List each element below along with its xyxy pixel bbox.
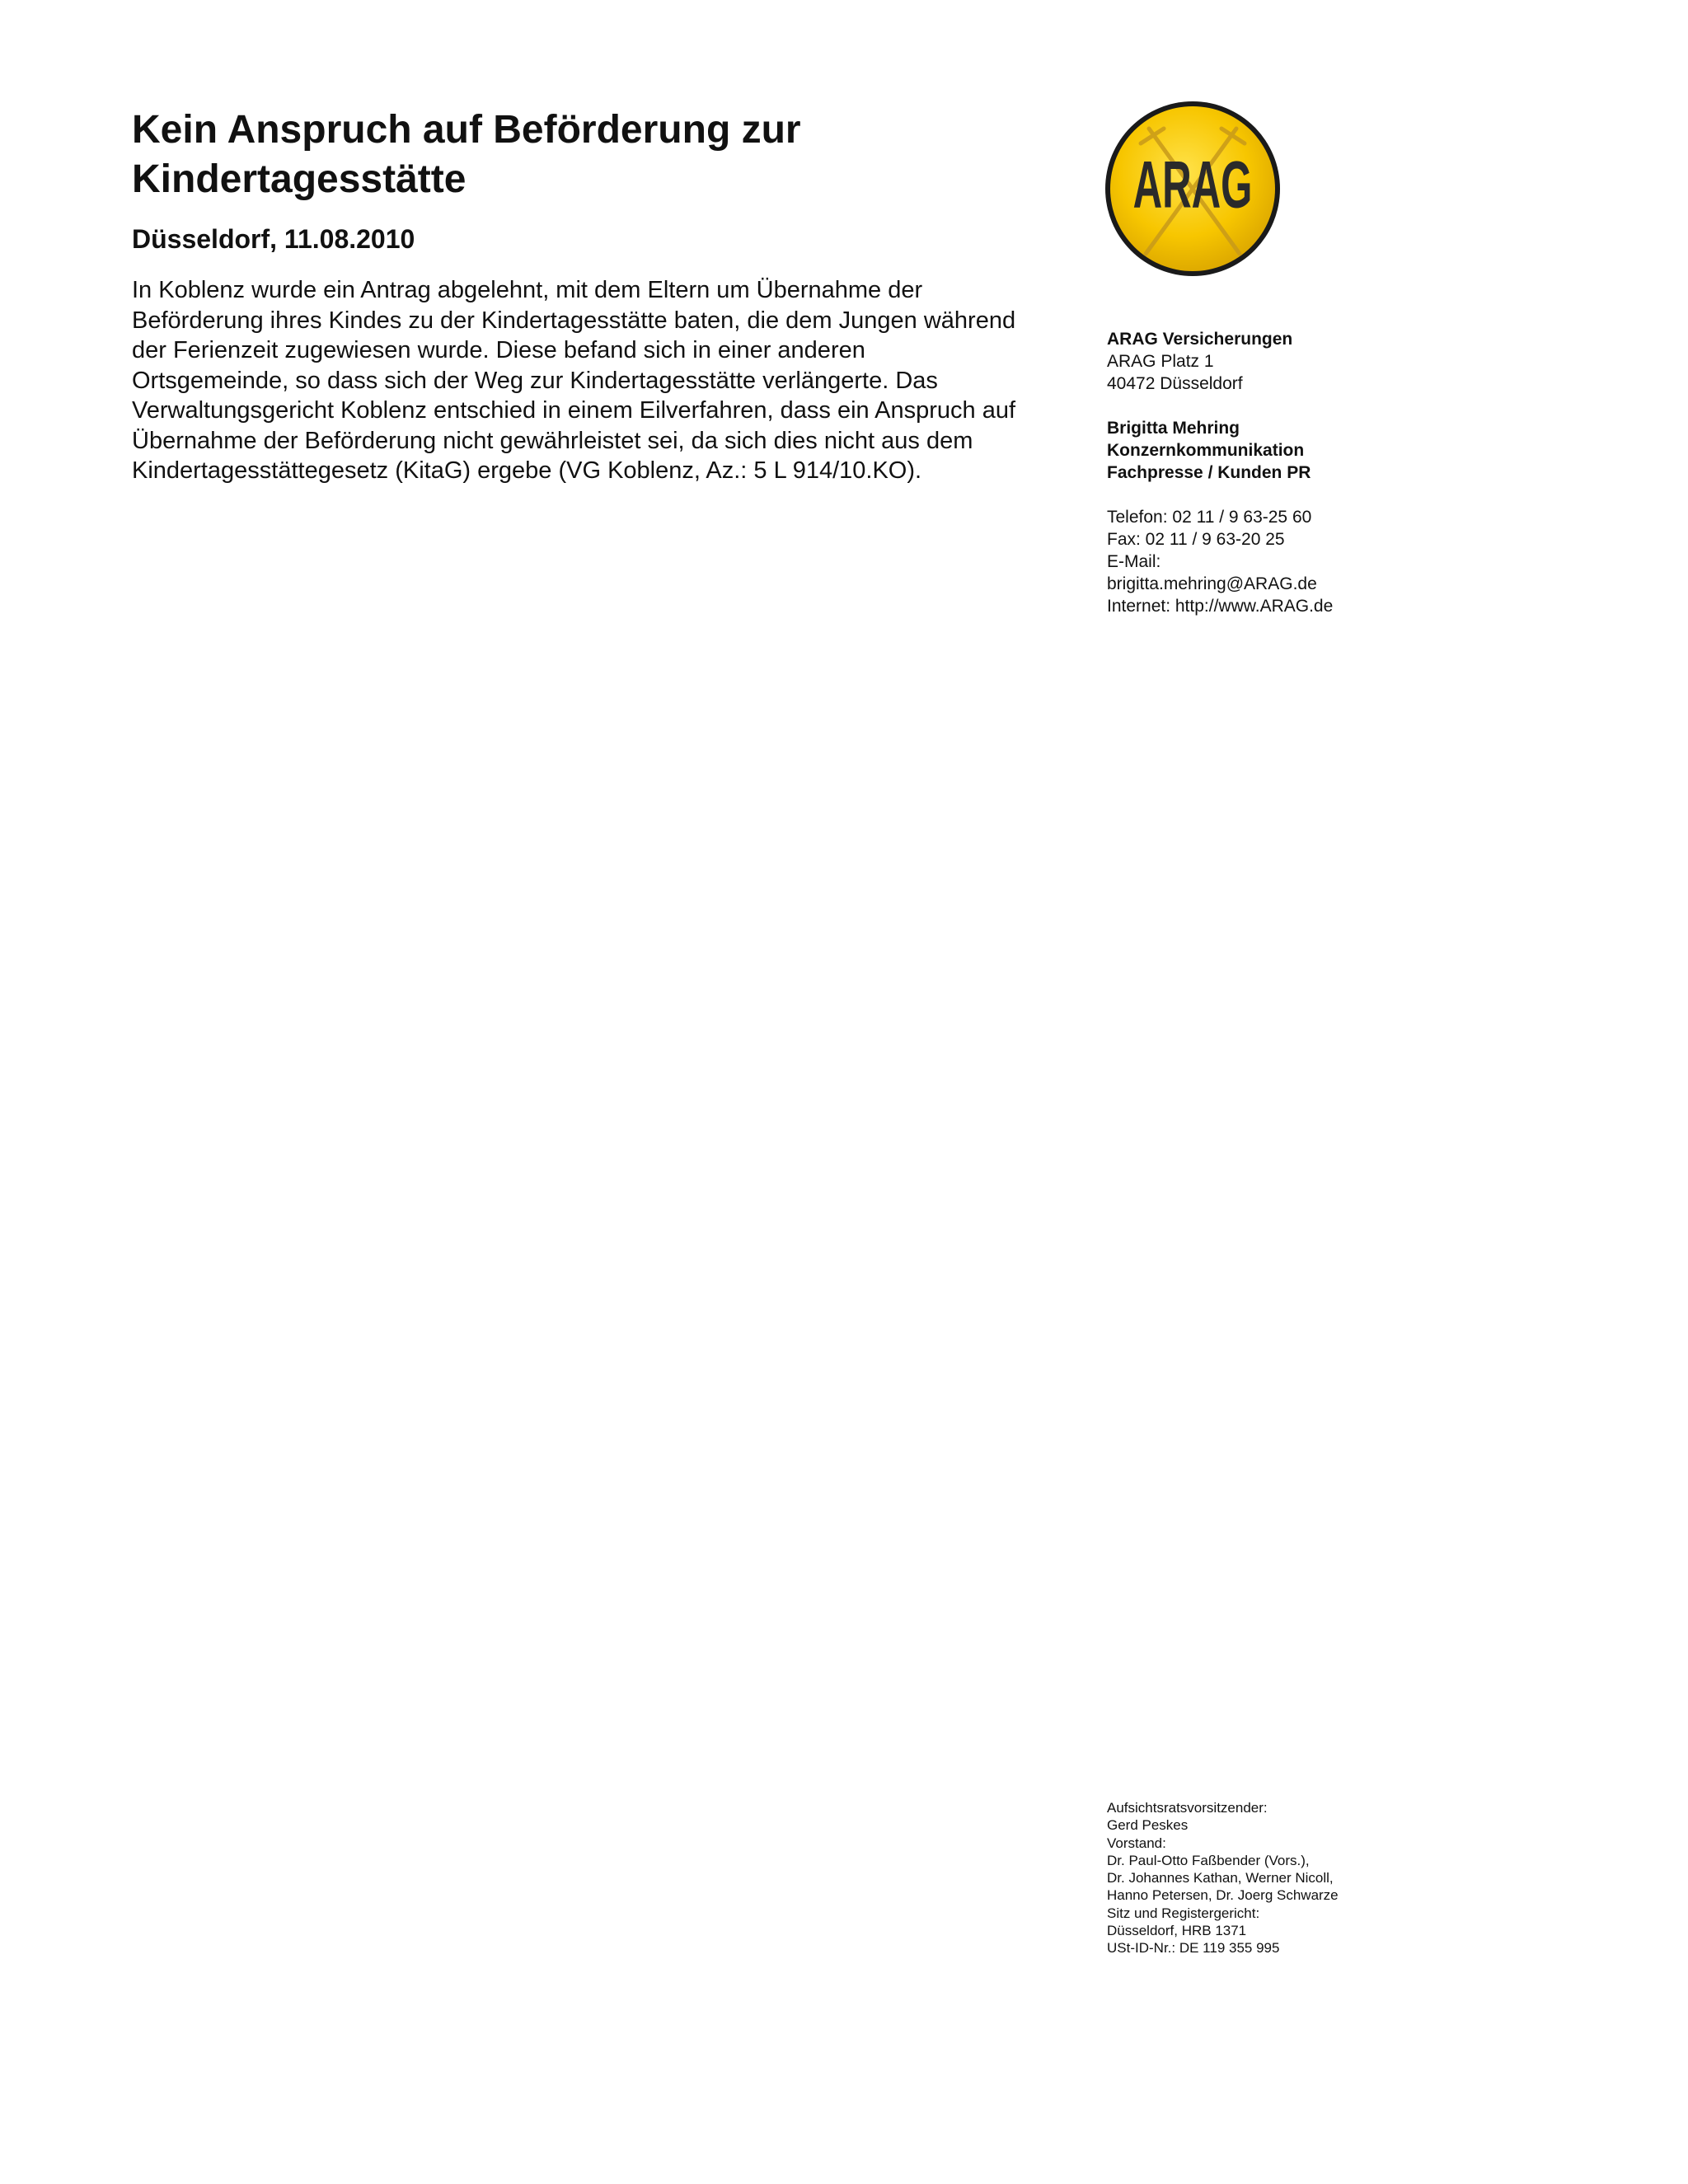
footer-line: Aufsichtsratsvorsitzender: bbox=[1107, 1800, 1268, 1816]
article-body: In Koblenz wurde ein Antrag abgelehnt, mit dem Eltern um Übernahme der Beförderung ihres Kindes zu der Kindertagesstätte baten, die dem Jungen während der Ferienzeit zugewiesen wurde. Diese befand sich in einer anderen Ortsgemeinde, so dass sich der Weg zur Kindertagesstätte verlängerte. Das Verwaltungsgericht Koblenz entschied in einem Eilverfahren, dass ein Anspruch auf Übernahme der Beförderung nicht gewährleistet sei, da sich dies nicht aus dem Kindertagesstättegesetz (KitaG) ergebe (VG Koblenz, Az.: 5 L 914/10.KO). bbox=[132, 277, 1016, 484]
footer-line: Vorstand: bbox=[1107, 1835, 1166, 1851]
dateline: Düsseldorf, 11.08.2010 bbox=[132, 224, 415, 254]
article bbox=[132, 105, 1022, 486]
logo-text: ARAG bbox=[1132, 147, 1253, 223]
email-address: brigitta.mehring@ARAG.de bbox=[1107, 574, 1317, 593]
footer-line: Düsseldorf, HRB 1371 bbox=[1107, 1923, 1247, 1939]
contact-name: Brigitta Mehring bbox=[1107, 419, 1240, 438]
footer-line: Sitz und Registergericht: bbox=[1107, 1905, 1260, 1921]
contact-sidebar bbox=[1107, 328, 1420, 640]
company-name: ARAG Versicherungen bbox=[1107, 330, 1293, 349]
fax-number: Fax: 02 11 / 9 63-20 25 bbox=[1107, 530, 1285, 549]
company-city: 40472 Düsseldorf bbox=[1107, 374, 1243, 393]
email-label: E-Mail: bbox=[1107, 552, 1161, 571]
company-address bbox=[1107, 328, 1420, 395]
footer-line: Dr. Johannes Kathan, Werner Nicoll, bbox=[1107, 1870, 1334, 1886]
contact-details bbox=[1107, 506, 1420, 617]
legal-footer bbox=[1107, 1799, 1420, 1957]
contact-department: Konzernkommunikation bbox=[1107, 441, 1305, 460]
footer-line: Gerd Peskes bbox=[1107, 1817, 1189, 1834]
footer-line: USt-ID-Nr.: DE 119 355 995 bbox=[1107, 1940, 1280, 1957]
footer-line: Hanno Petersen, Dr. Joerg Schwarze bbox=[1107, 1887, 1339, 1904]
contact-person bbox=[1107, 417, 1420, 484]
arag-logo-icon bbox=[1101, 97, 1284, 280]
phone-number: Telefon: 02 11 / 9 63-25 60 bbox=[1107, 508, 1312, 527]
contact-role: Fachpresse / Kunden PR bbox=[1107, 463, 1311, 482]
footer-line: Dr. Paul-Otto Faßbender (Vors.), bbox=[1107, 1852, 1310, 1868]
page-title: Kein Anspruch auf Beförderung zur Kindertagesstätte bbox=[132, 108, 801, 201]
internet-address: Internet: http://www.ARAG.de bbox=[1107, 597, 1334, 616]
arag-logo-graphic bbox=[1101, 97, 1284, 280]
company-street: ARAG Platz 1 bbox=[1107, 352, 1214, 371]
